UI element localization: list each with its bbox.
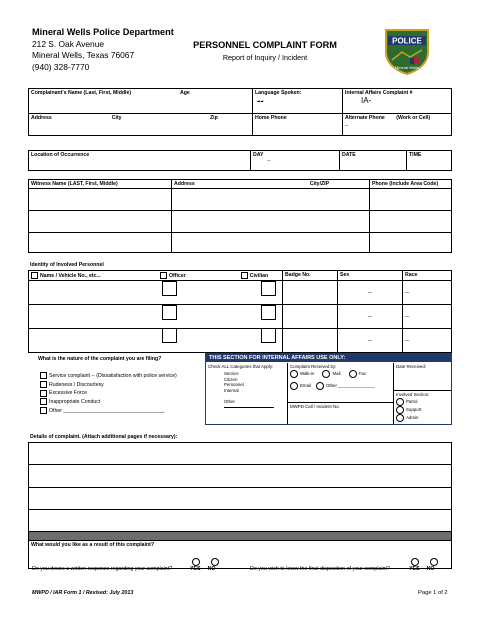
result-label: What would you like as a result of this complaint? <box>31 542 155 548</box>
time-label: TIME <box>409 152 422 158</box>
form-id: MWPD / IAR Form 1 / Revised: July 2013 <box>32 590 134 596</box>
occurrence-table <box>28 150 452 171</box>
police-badge-icon <box>382 26 432 76</box>
category-item[interactable]: Personnel <box>224 382 244 387</box>
officer-box[interactable] <box>162 328 177 343</box>
section-item: Admin <box>406 415 419 421</box>
civilian-box[interactable] <box>261 281 276 296</box>
home-phone-label: Home Phone <box>255 115 287 121</box>
email-label: Email <box>300 383 311 389</box>
officer-box[interactable] <box>162 281 177 296</box>
language-value[interactable]: -- <box>257 96 264 107</box>
date-label: DATE <box>342 152 356 158</box>
date-received-label: Date Received: <box>396 364 427 369</box>
call-label: MWPD Call / Incident No. <box>290 404 340 409</box>
q2-yes-label: YES <box>409 566 420 572</box>
received-label: Complaint Received by: <box>290 364 337 369</box>
details-line[interactable] <box>29 443 452 465</box>
category-item[interactable]: Citizen <box>224 376 238 382</box>
fax-label: Fax <box>358 371 366 377</box>
language-label: Language Spoken: <box>255 90 302 96</box>
fax-radio[interactable] <box>349 370 357 378</box>
sex-value[interactable]: -- <box>338 329 403 353</box>
complainant-name-label: Complainant's Name (Last, First, Middle) <box>31 90 132 96</box>
alt-phone-value[interactable]: _ <box>345 121 348 127</box>
department-name: Mineral Wells Police Department <box>32 27 174 37</box>
personnel-row[interactable] <box>29 329 159 353</box>
witness-row[interactable] <box>29 189 172 211</box>
witness-row[interactable] <box>29 233 172 253</box>
department-address1: 212 S. Oak Avenue <box>32 38 105 49</box>
q2-yes-radio[interactable] <box>411 558 419 566</box>
witness-phone-label: Phone (Include Area Code) <box>372 181 439 187</box>
q2-no-radio[interactable] <box>430 558 438 566</box>
received-cell <box>288 363 394 403</box>
name-checkbox[interactable] <box>31 272 38 279</box>
witness-table <box>28 179 452 253</box>
sex-value[interactable]: -- <box>338 281 403 305</box>
personnel-row[interactable] <box>29 305 159 329</box>
department-phone: (940) 328-7770 <box>32 61 90 72</box>
complainant-table <box>28 88 452 136</box>
involved-label: Involved Section: <box>396 392 430 397</box>
witness-cityzip-label: City/ZIP <box>309 181 330 187</box>
witness-row[interactable] <box>29 211 172 233</box>
personnel-table <box>28 270 452 353</box>
badge-city: Mineral Wells <box>395 65 419 70</box>
nature-option: Service complaint -- (Dissatisfaction with police service) <box>49 373 177 379</box>
department-block <box>32 27 174 73</box>
nature-option: Other ___________________________________ <box>49 407 165 414</box>
civilian-box[interactable] <box>261 328 276 343</box>
walk-in-label: Walk-in <box>300 371 315 377</box>
zip-label: Zip <box>210 115 218 121</box>
section-radio[interactable] <box>396 406 404 414</box>
civilian-box[interactable] <box>261 305 276 320</box>
mail-radio[interactable] <box>322 370 330 378</box>
other-label: Other _______________ <box>325 383 375 389</box>
officer-box[interactable] <box>162 305 177 320</box>
page-number: Page 1 of 2 <box>418 590 448 596</box>
form-subtitle: Report of Inquiry / Incident <box>222 53 308 62</box>
q2-text: Do you wish to know the final disposition of your complaint? <box>250 566 390 572</box>
categories-cell <box>206 363 288 424</box>
badge-text: POLICE <box>392 36 422 46</box>
involved-cell <box>394 391 451 424</box>
nature-question: What is the nature of the complaint you are filing? <box>38 356 162 362</box>
category-other[interactable]: Other <box>224 399 235 404</box>
q2-no-label: NO <box>426 566 435 572</box>
q1-no-label: NO <box>207 566 216 572</box>
categories-label: Check ALL Categories that Apply: <box>208 364 274 369</box>
race-label: Race <box>405 272 418 278</box>
race-value[interactable]: -- <box>403 329 452 353</box>
personnel-name-label: Name / Vehicle No., etc... <box>40 272 101 279</box>
details-divider <box>29 532 452 541</box>
walk-in-radio[interactable] <box>290 370 298 378</box>
city-label: City <box>111 115 122 121</box>
location-label: Location of Occurrence <box>31 152 90 158</box>
section-radio[interactable] <box>396 398 404 406</box>
category-item[interactable]: Internal <box>224 387 239 393</box>
section-item: Support <box>406 407 422 413</box>
nature-checkbox[interactable] <box>40 381 47 388</box>
day-value[interactable]: -- <box>267 158 271 164</box>
nature-checkbox[interactable] <box>40 407 47 414</box>
personnel-section-label: Identity of Involved Personnel <box>30 262 104 268</box>
internal-affairs-box <box>205 353 452 425</box>
nature-checkbox[interactable] <box>40 398 47 405</box>
officer-checkbox[interactable] <box>160 272 167 279</box>
alt-phone-note: (Work or Cell) <box>396 115 431 121</box>
alt-phone-label: Alternate Phone <box>345 115 385 121</box>
ia-complaint-label: Internal Affairs Complaint # <box>345 90 413 96</box>
nature-option: Inappropriate Conduct <box>49 399 101 406</box>
race-value[interactable]: -- <box>403 305 452 329</box>
day-label: DAY <box>253 152 264 158</box>
details-label: Details of complaint. (Attach additional pages if necessary): <box>30 434 178 440</box>
age-label: Age <box>180 90 190 96</box>
nature-checkbox[interactable] <box>40 390 47 397</box>
civilian-label: Civilian <box>249 272 269 279</box>
details-line[interactable] <box>29 488 452 510</box>
final-disposition-question <box>250 566 435 572</box>
officer-label: Officer <box>169 272 186 279</box>
nature-option: Rudeness / Discourtesy <box>49 381 104 388</box>
form-title: PERSONNEL COMPLAINT FORM <box>193 40 337 50</box>
nature-options <box>40 372 177 416</box>
department-address2: Mineral Wells, Texas 76067 <box>32 50 135 60</box>
section-item: Patrol <box>406 399 418 405</box>
address-label: Address <box>31 115 52 121</box>
witness-address-label: Address <box>174 181 195 187</box>
q1-text: Do you desire a written response regarding your complaint? <box>32 566 173 572</box>
race-value[interactable]: -- <box>403 281 452 305</box>
q1-yes-radio[interactable] <box>192 558 200 566</box>
category-item[interactable]: Service <box>224 371 239 376</box>
badge-no-label: Badge No. <box>285 272 311 278</box>
mail-label: Mail <box>332 371 341 377</box>
call-cell[interactable] <box>288 403 394 424</box>
civilian-checkbox[interactable] <box>241 272 248 279</box>
details-table <box>28 442 452 569</box>
witness-name-label: Witness Name (LAST, First, Middle) <box>31 181 118 187</box>
q1-no-radio[interactable] <box>211 558 219 566</box>
nature-option: Excessive Force <box>49 390 88 397</box>
date-received-cell[interactable] <box>394 363 451 391</box>
nature-checkbox[interactable] <box>40 372 47 379</box>
ia-complaint-value[interactable]: IA- <box>361 96 372 105</box>
details-line[interactable] <box>29 510 452 532</box>
internal-affairs-header: THIS SECTION FOR INTERNAL AFFAIRS USE ONLY: <box>206 354 451 362</box>
written-response-question <box>32 566 216 572</box>
sex-value[interactable]: -- <box>338 305 403 329</box>
section-radio[interactable] <box>396 414 404 422</box>
q1-yes-label: YES <box>190 566 201 572</box>
other-radio[interactable] <box>316 382 324 390</box>
details-line[interactable] <box>29 465 452 488</box>
email-radio[interactable] <box>290 382 298 390</box>
personnel-row[interactable] <box>29 281 159 305</box>
sex-label: Sex <box>340 272 350 278</box>
